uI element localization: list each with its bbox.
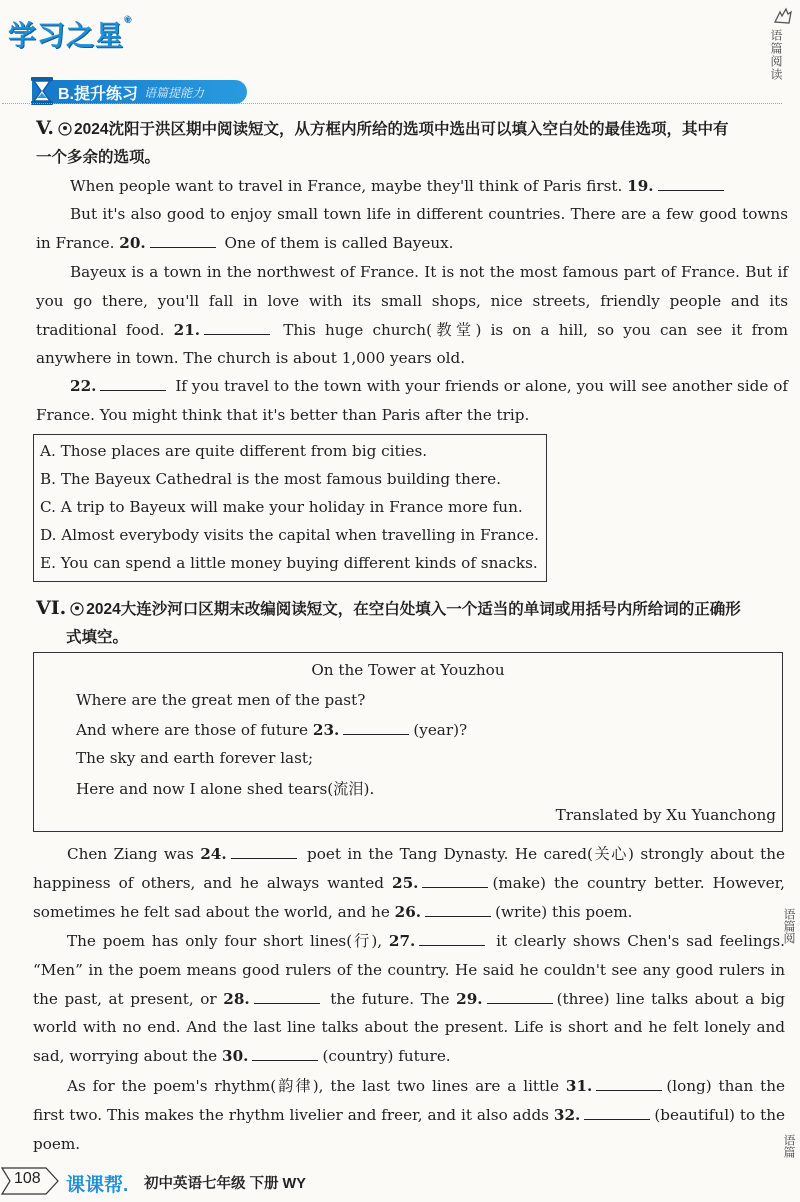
poem-line-2: And where are those of future 23. (year)? bbox=[76, 721, 468, 739]
hourglass-icon bbox=[28, 76, 56, 106]
question-5-heading: V. 2024沈阳于洪区期中阅读短文，从方框内所给的选项中选出可以填入空白处的最佳选项，其中有 一个多余的选项。 bbox=[36, 117, 729, 166]
divider bbox=[2, 103, 782, 104]
passage-paragraph-1: When people want to travel in France, maybe they'll think of Paris first. 19. bbox=[36, 172, 788, 201]
hand-icon bbox=[772, 6, 794, 26]
location-pin-icon bbox=[58, 122, 72, 136]
passage-paragraph-3: Bayeux is a town in the northwest of France. It is not the most famous part of France. But if you go there, you'll fall in love with its small shops, nice streets, friendly people and its traditional food. 21. This huge church(教堂) is on a hill, so you can see it from anywhere in town. The church is about 1,000 years old. bbox=[36, 263, 788, 368]
passage-paragraph-7: As for the poem's rhythm(韵律), the last two lines are a little 31. (long) than the first two. This makes the rhythm livelier and freer, and it also adds 32. (beautiful) to the poem. bbox=[33, 1077, 786, 1153]
passage-paragraph-5: Chen Ziang was 24. poet in the Tang Dynasty. He cared(关心) strongly about the happiness of others, and he always wanted 25. (make) the country better. However, sometimes he felt sad about the world, and he 26. (write) this poem. bbox=[33, 845, 786, 921]
blank-23[interactable] bbox=[343, 720, 409, 735]
poem-translator: Translated by Xu Yuanchong bbox=[555, 806, 776, 824]
poem-title: On the Tower at Youzhou bbox=[311, 661, 505, 679]
blank-21[interactable] bbox=[204, 320, 270, 335]
option-b: B. The Bayeux Cathedral is the most famous building there. bbox=[40, 470, 501, 488]
blank-19[interactable] bbox=[658, 176, 724, 191]
blank-22[interactable] bbox=[100, 376, 166, 391]
poem-box bbox=[33, 652, 783, 832]
footer-brand: 课课帮. bbox=[66, 1175, 129, 1196]
option-d: D. Almost everybody visits the capital when travelling in France. bbox=[40, 526, 539, 544]
section-subtitle: 语篇提能力 bbox=[144, 85, 205, 100]
side-tab-bottom: 语篇 bbox=[782, 1134, 796, 1158]
passage-paragraph-2: But it's also good to enjoy small town life in different countries. There are a few good towns in France. 20. One of them is called Bayeux. bbox=[36, 205, 788, 252]
options-box bbox=[33, 434, 547, 582]
blank-20[interactable] bbox=[150, 233, 216, 248]
section-header bbox=[32, 80, 247, 104]
brand-logo: 学习之星® bbox=[8, 14, 132, 51]
blank-28[interactable] bbox=[254, 989, 320, 1004]
poem-line-4: Here and now I alone shed tears(流泪). bbox=[76, 780, 375, 798]
blank-32[interactable] bbox=[584, 1105, 650, 1120]
poem-line-3: The sky and earth forever last; bbox=[76, 749, 314, 767]
section-title: B.提升练习 bbox=[58, 85, 139, 103]
side-tab-top: 语篇阅读 bbox=[768, 6, 798, 81]
blank-24[interactable] bbox=[231, 844, 297, 859]
option-a: A. Those places are quite different from big cities. bbox=[40, 442, 428, 460]
option-c: C. A trip to Bayeux will make your holiday in France more fun. bbox=[40, 498, 523, 516]
location-pin-icon bbox=[70, 602, 84, 616]
option-e: E. You can spend a little money buying different kinds of snacks. bbox=[40, 554, 538, 572]
blank-29[interactable] bbox=[487, 989, 553, 1004]
passage-paragraph-4: 22. If you travel to the town with your friends or alone, you will see another side of France. You might think that it's better than Paris after the trip. bbox=[36, 377, 789, 424]
blank-31[interactable] bbox=[596, 1076, 662, 1091]
question-6-heading: VI. 2024大连沙河口区期末改编阅读短文，在空白处填入一个适当的单词或用括号内所给词的正确形 式填空。 bbox=[36, 597, 741, 646]
blank-27[interactable] bbox=[419, 931, 485, 946]
poem-line-1: Where are the great men of the past? bbox=[76, 691, 366, 709]
blank-25[interactable] bbox=[422, 873, 488, 888]
page-number: 108 bbox=[14, 1170, 41, 1187]
book-title: 初中英语七年级 下册 WY bbox=[144, 1176, 306, 1192]
blank-26[interactable] bbox=[425, 902, 491, 917]
side-tab-mid: 语篇阅 bbox=[782, 908, 796, 944]
blank-30[interactable] bbox=[252, 1046, 318, 1061]
passage-paragraph-6: The poem has only four short lines(行), 27. it clearly shows Chen's sad feelings. “Men” in the poem means good rulers of the country. He said he couldn't see any good rulers in the past, at present, or 28. the future. The 29. (three) line talks about a big world with no end. And the last line talks about the present. Life is short and he felt lonely and sad, worrying about the 30. (country) future. bbox=[33, 932, 786, 1066]
